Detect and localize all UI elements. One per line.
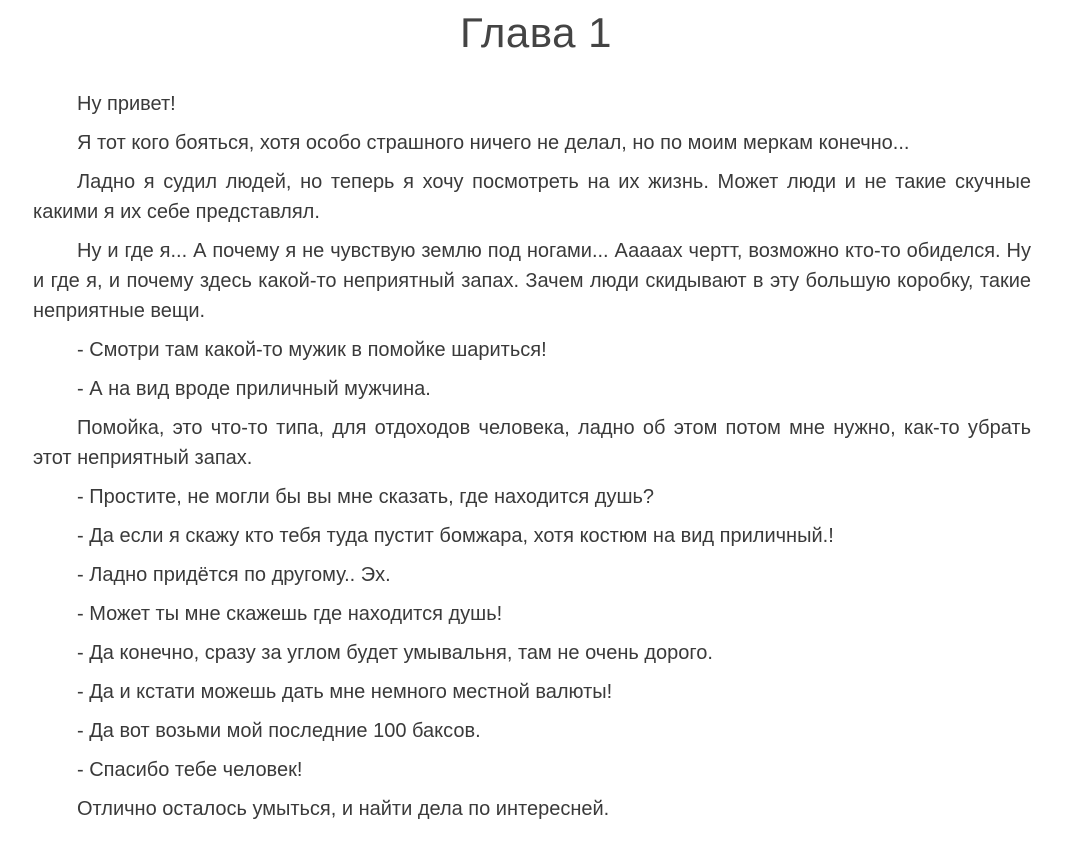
paragraph-4: Ну и где я... А почему я не чувствую землю под ногами... Аааааx чертт, возможно кто-то обиделся. Ну и где я, и почему здесь какой-то неприятный запах. Зачем люди скидывают в эту большую коробку, такие неприятные вещи. bbox=[33, 240, 1031, 322]
paragraph-12: - Да конечно, сразу за углом будет умывальня, там не очень дорого. bbox=[77, 642, 713, 664]
paragraph-2: Я тот кого бояться, хотя особо страшного ничего не делал, но по моим меркам конечно... bbox=[77, 132, 910, 154]
paragraph-14: - Да вот возьми мой последние 100 баксов. bbox=[77, 720, 481, 742]
paragraph-1: Ну привет! bbox=[77, 93, 176, 115]
chapter-body bbox=[33, 89, 1031, 833]
chapter-title: Глава 1 bbox=[460, 9, 612, 56]
paragraph-15: - Спасибо тебе человек! bbox=[77, 759, 303, 781]
paragraph-8: - Простите, не могли бы вы мне сказать, где находится душь? bbox=[77, 486, 655, 508]
paragraph-5: - Смотри там какой-то мужик в помойке шариться! bbox=[77, 339, 547, 361]
paragraph-11: - Может ты мне скажешь где находится душь! bbox=[77, 603, 503, 625]
paragraph-10: - Ладно придётся по другому.. Эх. bbox=[77, 564, 391, 586]
paragraph-7: Помойка, это что-то типа, для отдоходов человека, ладно об этом потом мне нужно, как-то убрать этот неприятный запах. bbox=[33, 417, 1031, 469]
paragraph-16: Отлично осталось умыться, и найти дела по интересней. bbox=[77, 798, 610, 820]
paragraph-9: - Да если я скажу кто тебя туда пустит бомжара, хотя костюм на вид приличный.! bbox=[77, 525, 834, 547]
paragraph-6: - А на вид вроде приличный мужчина. bbox=[77, 378, 431, 400]
paragraph-13: - Да и кстати можешь дать мне немного местной валюты! bbox=[77, 681, 613, 703]
paragraph-3: Ладно я судил людей, но теперь я хочу посмотреть на их жизнь. Может люди и не такие скучные какими я их себе представлял. bbox=[33, 171, 1031, 223]
